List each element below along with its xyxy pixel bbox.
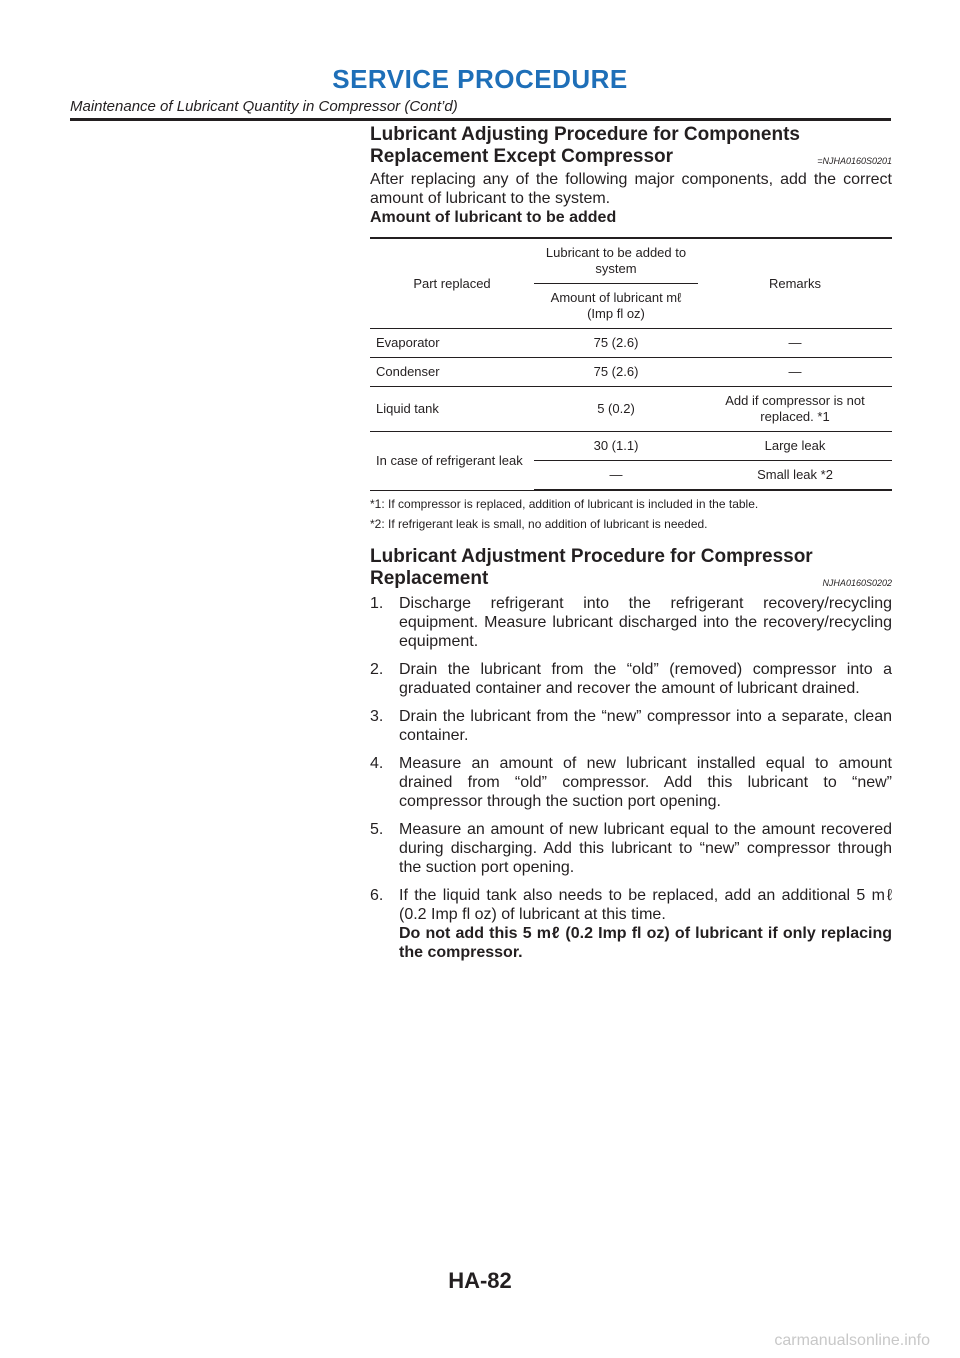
main-content xyxy=(370,124,892,971)
cell-amount: 75 (2.6) xyxy=(534,329,698,358)
cell-part-leak: In case of refrigerant leak xyxy=(370,432,534,491)
section1-ref-code: =NJHA0160S0201 xyxy=(817,156,892,166)
cell-remarks: — xyxy=(698,358,892,387)
cell-amount-small-leak: — xyxy=(534,461,698,491)
procedure-steps xyxy=(370,594,892,962)
table-note-1: *1: If compressor is replaced, addition of lubricant is included in the table. xyxy=(370,497,759,511)
header-part-replaced: Part replaced xyxy=(370,238,534,329)
section2-heading-block xyxy=(370,546,892,590)
list-item: 2. Drain the lubricant from the “old” (removed) compressor into a graduated container and recover the amount of lubricant drained. xyxy=(370,661,892,697)
table-note-2: *2: If refrigerant leak is small, no addition of lubricant is needed. xyxy=(370,517,708,531)
table-title: Amount of lubricant to be added xyxy=(370,209,617,226)
cell-amount: 75 (2.6) xyxy=(534,358,698,387)
section1-intro: After replacing any of the following major components, add the correct amount of lubricant to the system. xyxy=(370,171,892,207)
list-item: 4. Measure an amount of new lubricant installed equal to amount drained from “old” compressor. Add this lubricant to “new” compressor through the suction port opening. xyxy=(370,755,892,810)
section1-heading: Lubricant Adjusting Procedure for Components Replacement Except Compressor xyxy=(370,124,800,167)
table-row xyxy=(370,432,892,461)
page-number: HA-82 xyxy=(448,1268,512,1293)
cell-part: Liquid tank xyxy=(370,387,534,432)
lubricant-table xyxy=(370,237,892,491)
table-row xyxy=(370,387,892,432)
cell-remarks-small-leak: Small leak *2 xyxy=(698,461,892,491)
cell-remarks: — xyxy=(698,329,892,358)
header-remarks: Remarks xyxy=(698,238,892,329)
caution-text: Do not add this 5 mℓ (0.2 Imp fl oz) of lubricant if only replacing the compressor. xyxy=(399,925,892,961)
table-row xyxy=(370,329,892,358)
cell-amount: 5 (0.2) xyxy=(534,387,698,432)
cell-remarks-large-leak: Large leak xyxy=(698,432,892,461)
cell-part: Evaporator xyxy=(370,329,534,358)
list-item: 3. Drain the lubricant from the “new” compressor into a separate, clean container. xyxy=(370,708,892,744)
section2-ref-code: NJHA0160S0202 xyxy=(822,578,892,588)
table-row xyxy=(370,358,892,387)
cell-amount-large-leak: 30 (1.1) xyxy=(534,432,698,461)
list-item: 6. If the liquid tank also needs to be replaced, add an additional 5 mℓ (0.2 Imp fl oz) of lubricant at this time. Do not add this 5 mℓ (0.2 Imp fl oz) of lubricant if only replacing the compressor. xyxy=(370,887,892,961)
page-header-title: SERVICE PROCEDURE xyxy=(332,64,628,94)
page-header-subtitle: Maintenance of Lubricant Quantity in Compressor (Cont’d) xyxy=(70,98,458,115)
cell-part: Condenser xyxy=(370,358,534,387)
header-amount: Amount of lubricant mℓ (Imp fl oz) xyxy=(534,284,698,329)
list-item: 1. Discharge refrigerant into the refrigerant recovery/recycling equipment. Measure lubricant discharged into the recovery/recycling equipment. xyxy=(370,595,892,650)
section2-heading: Lubricant Adjustment Procedure for Compressor Replacement xyxy=(370,546,813,589)
list-item: 5. Measure an amount of new lubricant equal to the amount recovered during discharging. Add this lubricant to “new” compressor through the suction port opening. xyxy=(370,821,892,876)
section1-heading-block xyxy=(370,124,892,168)
header-lubricant-added: Lubricant to be added to system xyxy=(534,238,698,284)
cell-remarks: Add if compressor is not replaced. *1 xyxy=(698,387,892,432)
header-divider xyxy=(70,118,891,121)
watermark: carmanualsonline.info xyxy=(774,1332,930,1349)
table-header-row xyxy=(370,238,892,284)
